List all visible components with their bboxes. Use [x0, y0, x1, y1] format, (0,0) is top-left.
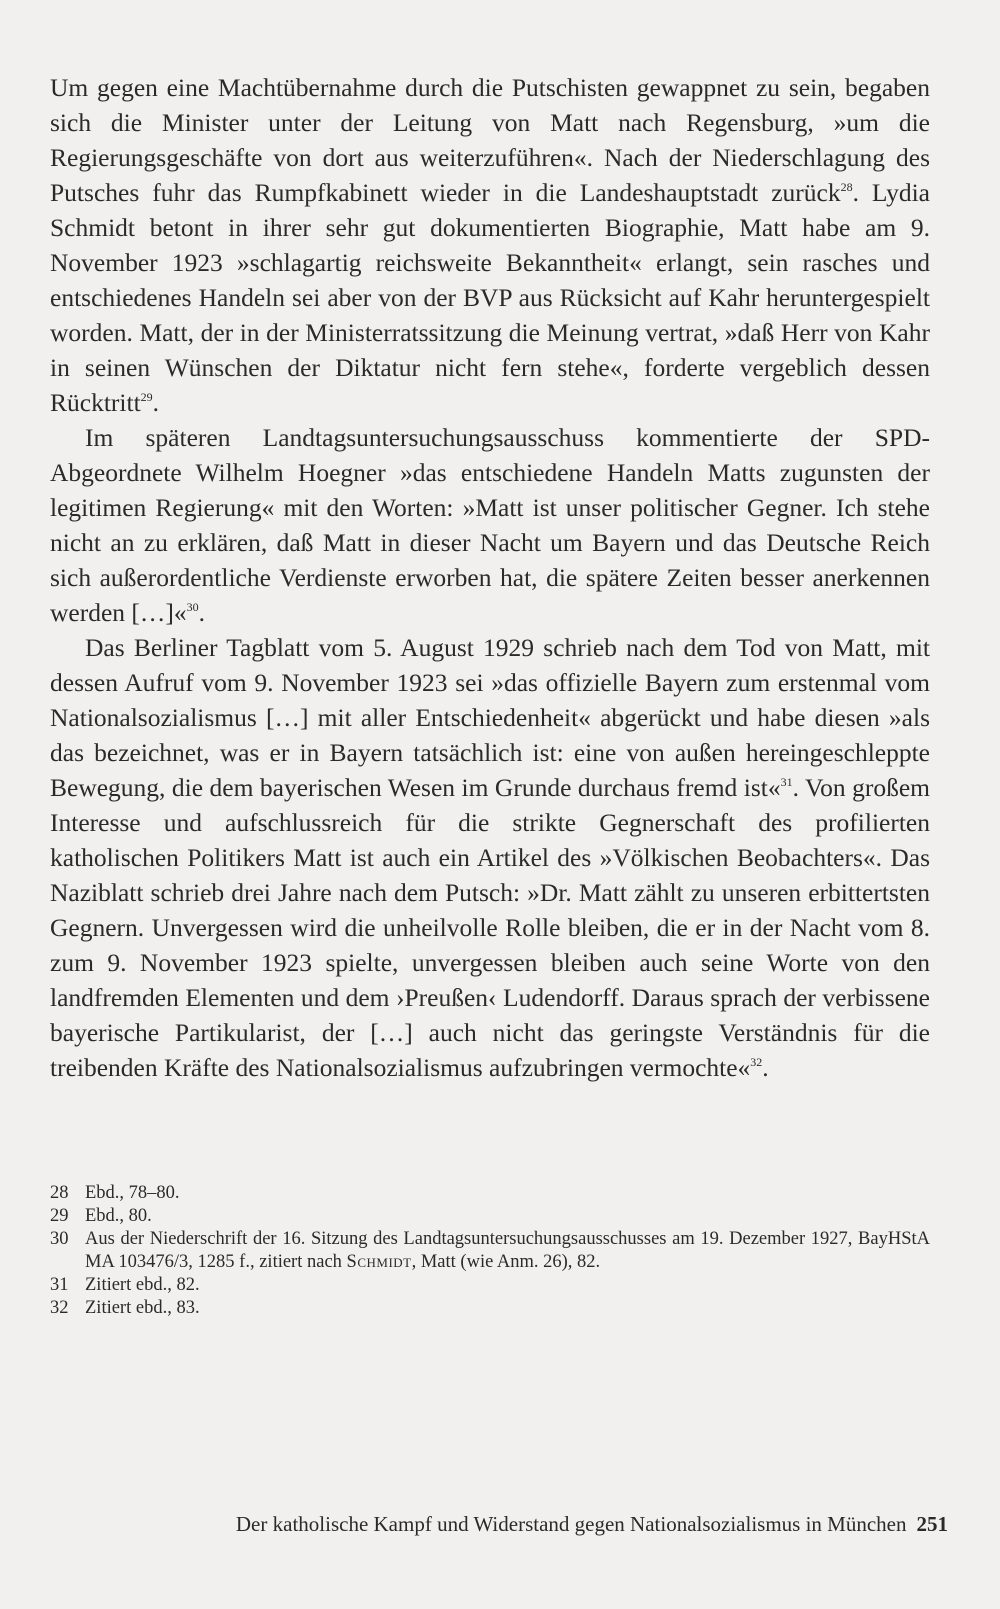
- footnote-text: Zitiert ebd., 82.: [85, 1275, 200, 1295]
- paragraph-2-text-a: Im späteren Landtagsuntersuchungsausschuss kommentierte der SPD-Abgeordnete Wilhelm Hoegner »das entschiedene Handeln Matts zugunsten der legitimen Regierung« mit den Worten: »Matt ist unser politischer Gegner. Ich stehe nicht an zu erklären, daß Matt in dieser Nacht um Bayern und das Deutsche Reich sich außerordentliche Verdienste erworben hat, die spätere Zeiten besser anerkennen werden […]«: [50, 423, 930, 627]
- footnote-text: Ebd., 78–80.: [85, 1183, 180, 1203]
- footnote-32: [50, 1297, 930, 1320]
- footnote-number: 28: [50, 1183, 69, 1203]
- footnote-ref-30: 30: [186, 600, 199, 614]
- footnote-text: [85, 1229, 930, 1272]
- paragraph-2: [50, 420, 930, 630]
- footnote-number: 30: [50, 1229, 69, 1249]
- footnote-text: Zitiert ebd., 83.: [85, 1298, 200, 1318]
- footnote-ref-29: 29: [140, 390, 153, 404]
- paragraph-1: [50, 70, 930, 420]
- paragraph-3: [50, 630, 930, 1085]
- footnote-number: 31: [50, 1275, 69, 1295]
- footnote-text-part: , Matt (wie Anm. 26), 82.: [411, 1252, 601, 1272]
- paragraph-3-text-c: .: [762, 1053, 769, 1082]
- footnote-ref-31: 31: [780, 775, 793, 789]
- paragraph-3-text-a: Das Berliner Tagblatt vom 5. August 1929 schrieb nach dem Tod von Matt, mit dessen Aufruf vom 9. November 1923 sei »das offizielle Bayern zum erstenmal vom Nationalsozialismus […] mit aller Entschiedenheit« abgerückt und habe diesen »als das bezeichnet, was er in Bayern tatsächlich ist: eine von außen hereingeschleppte Bewegung, die dem bayerischen Wesen im Grunde durchaus fremd ist«: [50, 633, 930, 802]
- footnote-author: Schmidt: [346, 1252, 412, 1272]
- running-footer: [236, 1510, 948, 1538]
- footnote-29: [50, 1205, 930, 1228]
- footnote-ref-32: 32: [750, 1055, 763, 1069]
- footnote-number: 29: [50, 1206, 69, 1226]
- page-number: 251: [916, 1512, 948, 1536]
- footnote-28: [50, 1182, 930, 1205]
- footnote-text: Ebd., 80.: [85, 1206, 152, 1226]
- footnote-ref-28: 28: [840, 180, 853, 194]
- paragraph-1-text-b: . Lydia Schmidt betont in ihrer sehr gut dokumentierten Biographie, Matt habe am 9. November 1923 »schlagartig reichsweite Bekanntheit« erlangt, sein rasches und entschiedenes Handeln sei aber von der BVP aus Rücksicht auf Kahr heruntergespielt worden. Matt, der in der Ministerratssitzung die Meinung vertrat, »daß Herr von Kahr in seinen Wünschen der Diktatur nicht fern stehe«, forderte vergeblich dessen Rücktritt: [50, 178, 930, 417]
- footnote-31: [50, 1274, 930, 1297]
- footnote-30: [50, 1228, 930, 1274]
- footnote-text-part: Aus der Niederschrift der 16. Sitzung des Landtagsuntersuchungsausschusses am 19. Dezember 1927, BayHStA MA 103476/3, 1285 f., zitiert nach: [85, 1229, 930, 1272]
- paragraph-1-text-c: .: [152, 388, 160, 417]
- main-text: [50, 70, 930, 1085]
- paragraph-2-text-b: .: [198, 598, 206, 627]
- paragraph-3-text-b: . Von großem Interesse und aufschlussreich für die strikte Gegnerschaft des profilierten katholischen Politikers Matt ist auch ein Artikel des »Völkischen Beobachters«. Das Naziblatt schrieb drei Jahre nach dem Putsch: »Dr. Matt zählt zu unseren erbittertsten Gegnern. Unvergessen wird die unheilvolle Rolle bleiben, die er in der Nacht vom 8. zum 9. November 1923 spielte, unvergessen bleiben auch seine Worte von den landfremden Elementen und dem ›Preußen‹ Ludendorff. Daraus sprach der verbissene bayerische Partikularist, der […] auch nicht das geringste Verständnis für die treibenden Kräfte des Nationalsozialismus aufzubringen vermochte«: [50, 773, 930, 1082]
- paragraph-1-text-a: Um gegen eine Machtübernahme durch die Putschisten gewappnet zu sein, begaben sich die Minister unter der Leitung von Matt nach Regensburg, »um die Regierungsgeschäfte von dort aus weiterzuführen«. Nach der Niederschlagung des Putsches fuhr das Rumpfkabinett wieder in die Landeshauptstadt zurück: [50, 73, 930, 207]
- running-title: Der katholische Kampf und Widerstand gegen Nationalsozialismus in München: [235, 1512, 907, 1536]
- footnote-number: 32: [50, 1298, 69, 1318]
- footnotes: [50, 1182, 930, 1320]
